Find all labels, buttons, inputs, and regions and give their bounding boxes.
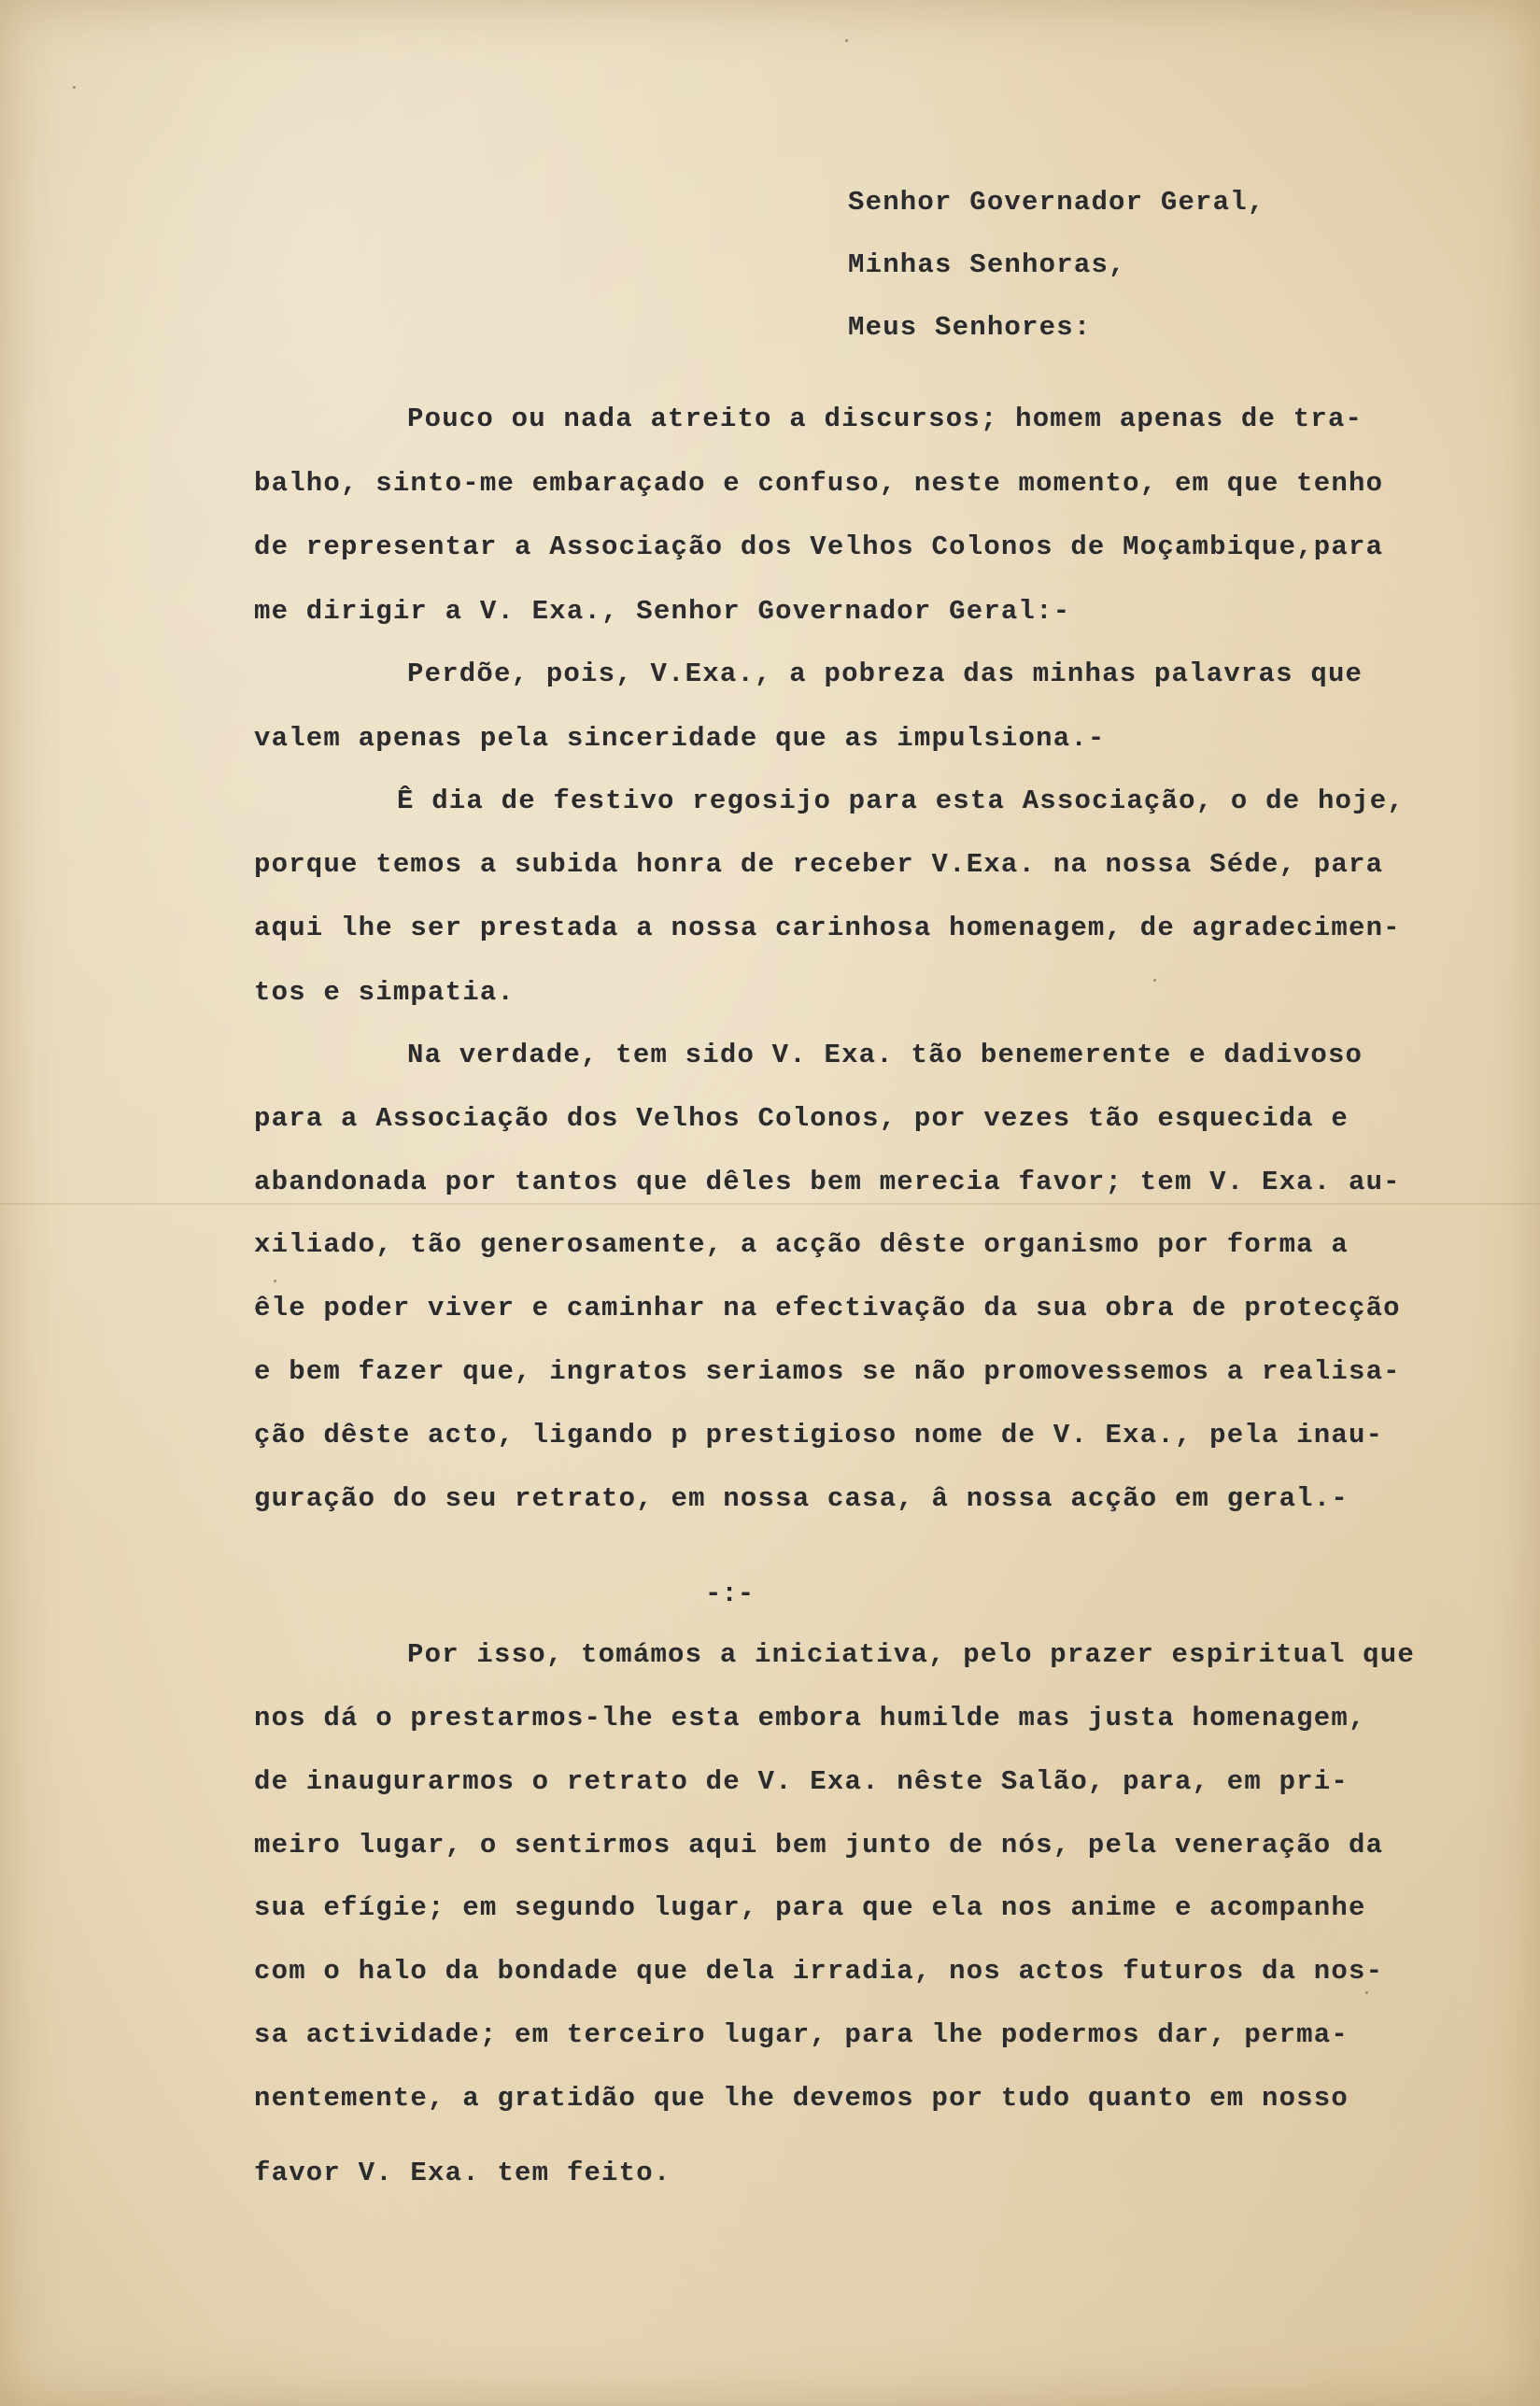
body-line: Ê dia de festivo regosijo para esta Associação, o de hoje, [397, 785, 1405, 816]
body-line: e bem fazer que, ingratos seriamos se não promovessemos a realisa- [254, 1356, 1401, 1387]
body-line: com o halo da bondade que dela irradia, nos actos futuros da nos- [254, 1956, 1384, 1987]
body-line: nos dá o prestarmos-lhe esta embora humilde mas justa homenagem, [254, 1703, 1366, 1734]
body-line: porque temos a subida honra de receber V.Exa. na nossa Séde, para [254, 849, 1384, 880]
body-line: valem apenas pela sinceridade que as impulsiona.- [254, 723, 1106, 754]
body-line: xiliado, tão generosamente, a acção dêste organismo por forma a [254, 1229, 1349, 1260]
body-line: me dirigir a V. Exa., Senhor Governador Geral:- [254, 596, 1071, 627]
salutation-line: Minhas Senhoras, [848, 249, 1126, 280]
body-line: de inaugurarmos o retrato de V. Exa. nêste Salão, para, em pri- [254, 1766, 1349, 1797]
body-line: ção dêste acto, ligando p prestigioso nome de V. Exa., pela inau- [254, 1420, 1384, 1451]
section-separator: -:- [705, 1578, 755, 1609]
body-line: nentemente, a gratidão que lhe devemos por tudo quanto em nosso [254, 2083, 1349, 2114]
body-line: Perdõe, pois, V.Exa., a pobreza das minhas palavras que [407, 658, 1363, 689]
paper-speck [1365, 1991, 1368, 1994]
body-line: sua efígie; em segundo lugar, para que ela nos anime e acompanhe [254, 1892, 1366, 1923]
body-line: abandonada por tantos que dêles bem merecia favor; tem V. Exa. au- [254, 1167, 1401, 1197]
body-line: tos e simpatia. [254, 977, 516, 1008]
salutation-line: Senhor Governador Geral, [848, 187, 1265, 218]
body-line: para a Associação dos Velhos Colonos, por vezes tão esquecida e [254, 1103, 1349, 1134]
paper-fold-line [0, 1203, 1540, 1205]
body-line: sa actividade; em terceiro lugar, para lhe podermos dar, perma- [254, 2019, 1349, 2050]
paper-speck [73, 86, 76, 89]
paper-speck [845, 39, 848, 42]
body-line: Pouco ou nada atreito a discursos; homem apenas de tra- [407, 403, 1363, 434]
body-line: Por isso, tomámos a iniciativa, pelo prazer espiritual que [407, 1639, 1415, 1670]
body-line: favor V. Exa. tem feito. [254, 2158, 671, 2188]
body-line: guração do seu retrato, em nossa casa, â nossa acção em geral.- [254, 1483, 1349, 1514]
body-line: êle poder viver e caminhar na efectivação da sua obra de protecção [254, 1293, 1401, 1323]
body-line: meiro lugar, o sentirmos aqui bem junto de nós, pela veneração da [254, 1830, 1384, 1861]
salutation-line: Meus Senhores: [848, 312, 1092, 343]
paper-speck [274, 1280, 276, 1282]
body-line: aqui lhe ser prestada a nossa carinhosa homenagem, de agradecimen- [254, 913, 1401, 943]
paper-speck [1153, 979, 1156, 982]
body-line: de representar a Associação dos Velhos Colonos de Moçambique,para [254, 531, 1384, 562]
body-line: balho, sinto-me embaraçado e confuso, neste momento, em que tenho [254, 468, 1384, 499]
body-line: Na verdade, tem sido V. Exa. tão benemerente e dadivoso [407, 1040, 1363, 1070]
